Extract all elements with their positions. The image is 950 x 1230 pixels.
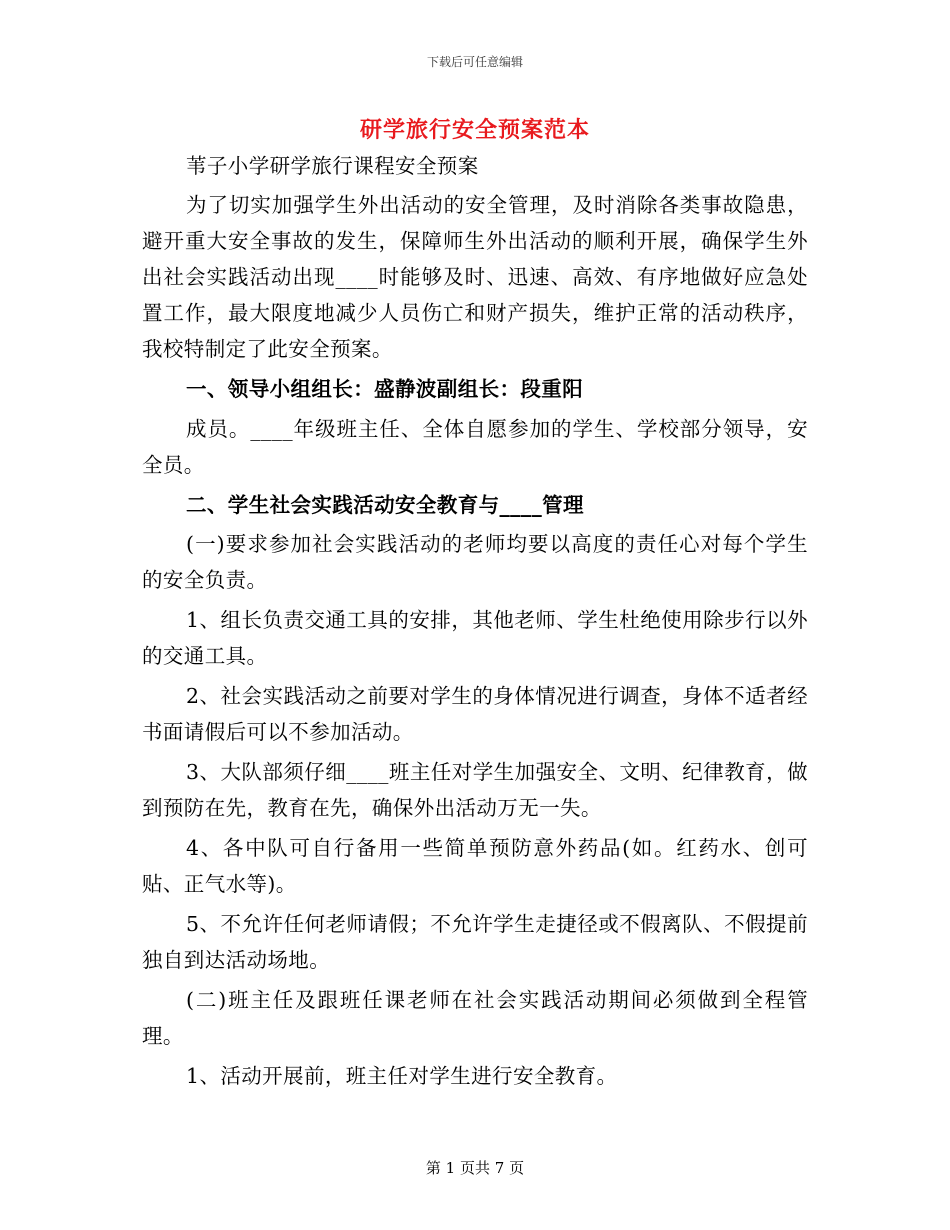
list-item-3: 3、大队部须仔细____班主任对学生加强安全、文明、纪律教育，做到预防在先，教育在先，确保外出活动万无一失。 <box>142 760 808 820</box>
list-item-4: 4、各中队可自行备用一些简单预防意外药品(如。红药水、创可贴、正气水等)。 <box>142 836 808 896</box>
intro-paragraph: 为了切实加强学生外出活动的安全管理，及时消除各类事故隐患，避开重大安全事故的发生，保障师生外出活动的顺利开展，确保学生外出社会实践活动出现____时能够及时、迅速、高效、有序地做好应急处置工作，最大限度地减少人员伤亡和财产损失，维护正常的活动秩序，我校特制定了此安全预案。 <box>142 193 808 361</box>
list-item-1: 1、组长负责交通工具的安排，其他老师、学生杜绝使用除步行以外的交通工具。 <box>142 608 808 668</box>
header-note: 下载后可任意编辑 <box>426 55 523 69</box>
subsection-one-paragraph: (一)要求参加社会实践活动的老师均要以高度的责任心对每个学生的安全负责。 <box>142 532 808 592</box>
list-item-6: 1、活动开展前，班主任对学生进行安全教育。 <box>186 1064 618 1088</box>
list-item-5: 5、不允许任何老师请假；不允许学生走捷径或不假离队、不假提前独自到达活动场地。 <box>142 912 808 972</box>
page-footer: 第 1 页共 7 页 <box>425 1159 525 1177</box>
document-body <box>142 148 808 1097</box>
subtitle-paragraph: 苇子小学研学旅行课程安全预案 <box>186 154 479 178</box>
subsection-two-paragraph: (二)班主任及跟班任课老师在社会实践活动期间必须做到全程管理。 <box>142 988 808 1048</box>
section-heading-leadership: 一、领导小组组长：盛静波副组长：段重阳 <box>186 377 584 401</box>
members-paragraph: 成员。____年级班主任、全体自愿参加的学生、学校部分领导，安全员。 <box>142 417 808 477</box>
document-title: 研学旅行安全预案范本 <box>359 117 590 143</box>
list-item-2: 2、社会实践活动之前要对学生的身体情况进行调查，身体不适者经书面请假后可以不参加活动。 <box>142 684 808 744</box>
section-heading-safety-education: 二、学生社会实践活动安全教育与____管理 <box>186 493 584 517</box>
